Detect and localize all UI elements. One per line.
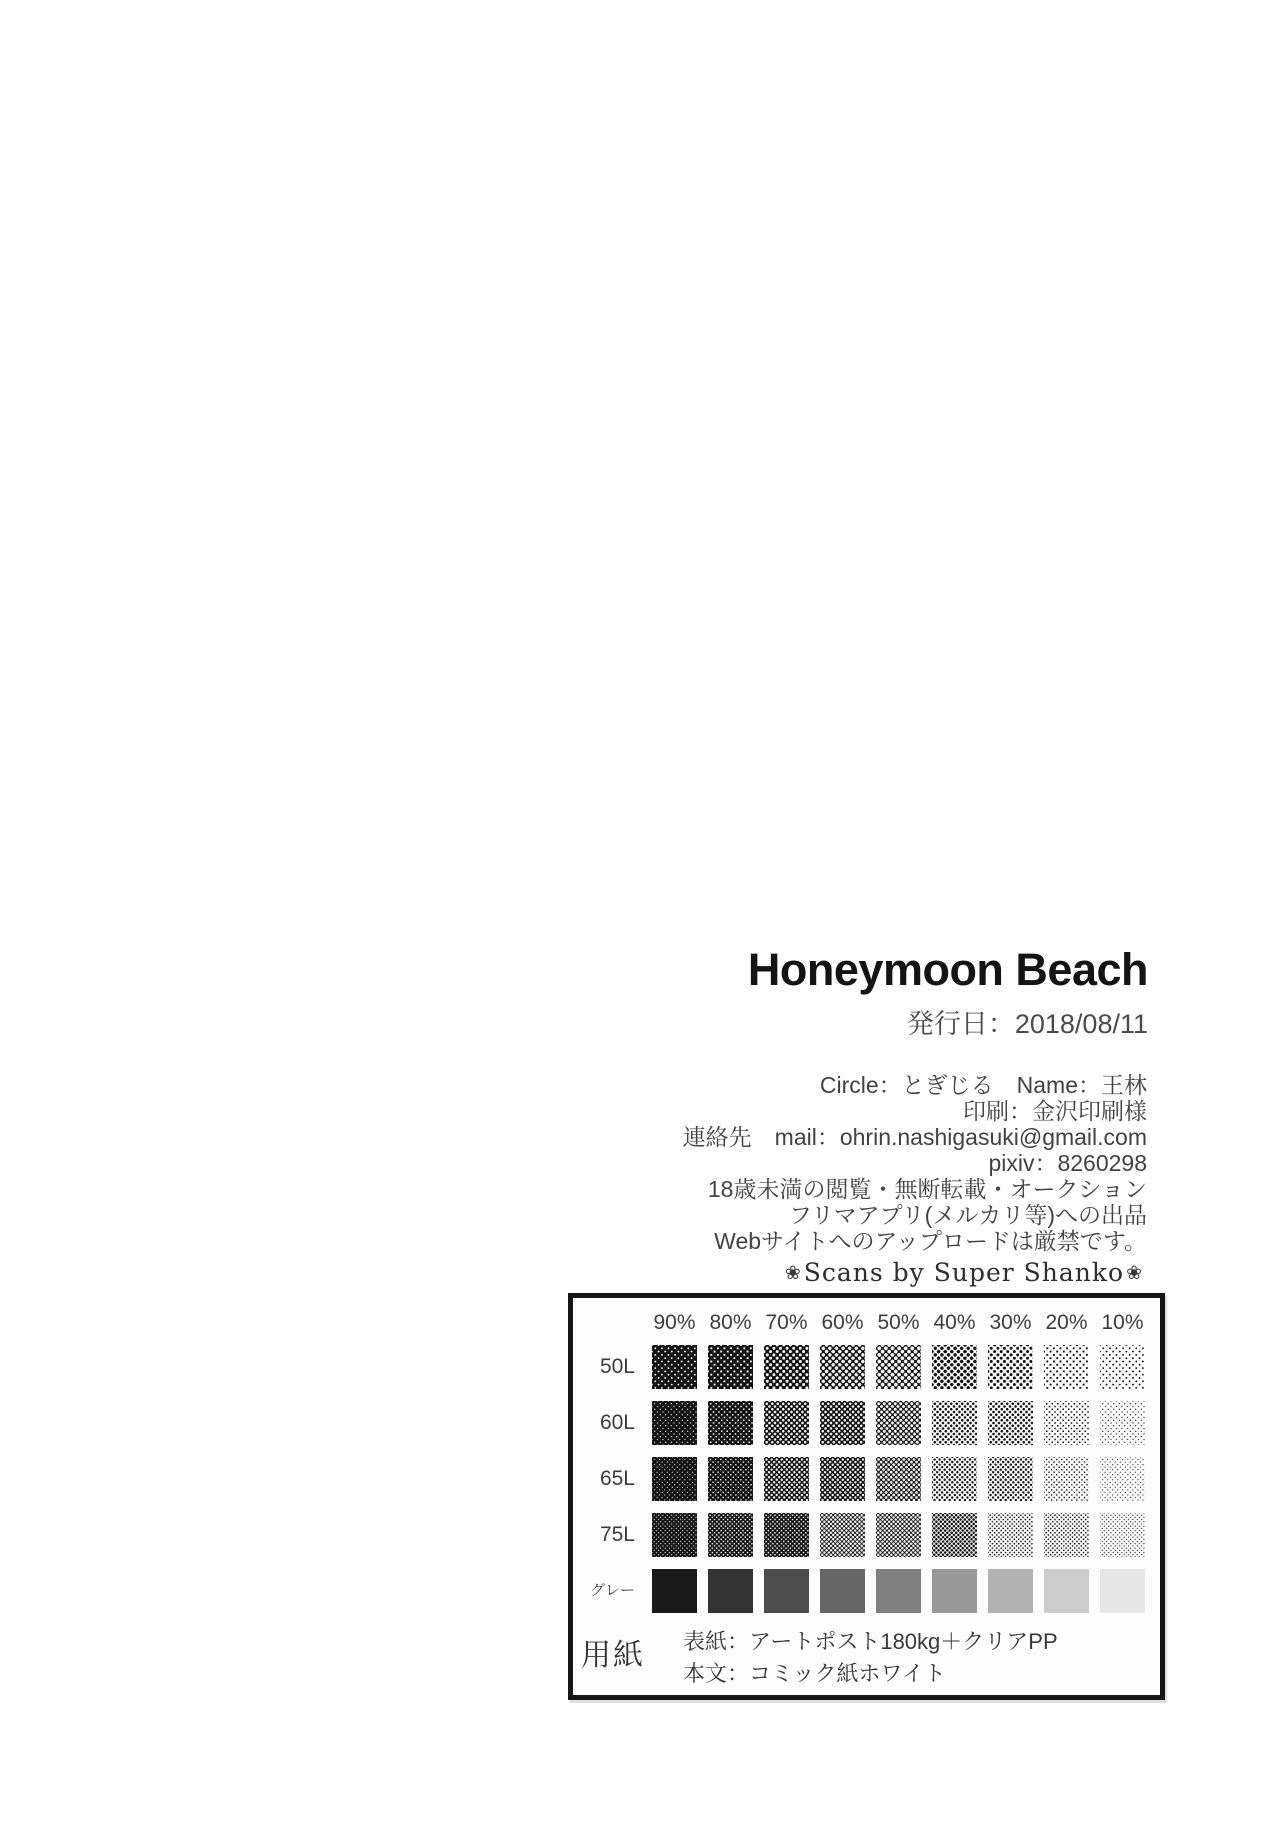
tone-swatch-50L-50% [876,1345,921,1389]
warning-line-1: 18歳未満の閲覧・無断転載・オークション [707,1176,1147,1202]
tone-swatch-65L-40% [932,1457,977,1501]
tone-swatch-75L-90% [652,1513,697,1557]
tone-col-label-70%: 70% [765,1311,808,1334]
tone-swatch-75L-40% [932,1513,977,1557]
tone-col-label-40%: 40% [933,1311,976,1334]
warning-line-2: フリマアプリ(メルカリ等)への出品 [788,1202,1147,1228]
tone-swatch-75L-20% [1044,1513,1089,1557]
scanner-credit-text: Scans by Super Shanko [803,1258,1125,1287]
tone-swatch-65L-90% [652,1457,697,1501]
tone-swatch-75L-70% [764,1513,809,1557]
tone-swatch-50L-70% [764,1345,809,1389]
tone-swatch-50L-30% [988,1345,1033,1389]
tone-swatch-50L-40% [932,1345,977,1389]
credit-line-circle: Circle：とぎじる Name：王林 [819,1072,1147,1098]
tone-row-label-65L: 65L [599,1467,635,1490]
tone-swatch-60L-60% [820,1401,865,1445]
tone-swatch-60L-30% [988,1401,1033,1445]
tone-row-label-60L: 60L [599,1411,635,1434]
tone-swatch-60L-10% [1100,1401,1145,1445]
paper-lines [683,1626,1058,1690]
tone-swatch-75L-30% [988,1513,1033,1557]
tone-swatch-グレー-50% [876,1569,921,1613]
tone-swatch-50L-80% [708,1345,753,1389]
tone-col-label-20%: 20% [1045,1311,1088,1334]
tone-swatch-60L-70% [764,1401,809,1445]
tone-col-label-30%: 30% [989,1311,1032,1334]
tone-swatch-65L-10% [1100,1457,1145,1501]
tone-col-label-10%: 10% [1101,1311,1144,1334]
tone-swatch-50L-20% [1044,1345,1089,1389]
credit-line-printer: 印刷：金沢印刷様 [963,1098,1147,1124]
tone-swatch-65L-50% [876,1457,921,1501]
paper-cover-line: 表紙：アートポスト180kg＋クリアPP [683,1629,1058,1654]
tone-swatch-65L-60% [820,1457,865,1501]
tone-swatch-60L-40% [932,1401,977,1445]
tone-swatch-50L-90% [652,1345,697,1389]
tone-col-label-90%: 90% [653,1311,696,1334]
tone-swatch-65L-80% [708,1457,753,1501]
tone-swatch-60L-50% [876,1401,921,1445]
tone-swatch-グレー-80% [708,1569,753,1613]
flower-icon: ❀ [784,1262,802,1284]
paper-label: 用紙 [581,1639,645,1672]
tone-row-label-75L: 75L [599,1523,635,1546]
tone-test-chart [568,1293,1165,1700]
tone-swatch-75L-50% [876,1513,921,1557]
tone-swatch-グレー-60% [820,1569,865,1613]
tone-row-label-50L: 50L [599,1355,635,1378]
tone-swatch-60L-20% [1044,1401,1089,1445]
tone-swatch-グレー-20% [1044,1569,1089,1613]
tone-swatch-75L-60% [820,1513,865,1557]
tone-col-label-50%: 50% [877,1311,920,1334]
paper-body-line: 本文：コミック紙ホワイト [683,1661,946,1686]
tone-swatch-75L-10% [1100,1513,1145,1557]
tone-swatch-65L-20% [1044,1457,1089,1501]
tone-row-label-グレー: グレー [589,1582,635,1599]
tone-swatch-50L-10% [1100,1345,1145,1389]
warning-line-3: Webサイトへのアップロードは厳禁です。 [714,1228,1147,1254]
tone-swatch-グレー-90% [652,1569,697,1613]
tone-swatch-60L-80% [708,1401,753,1445]
scanner-credit [783,1258,1145,1287]
tone-swatch-グレー-30% [988,1569,1033,1613]
credit-line-pixiv: pixiv：8260298 [988,1150,1147,1176]
page-title: Honeymoon Beach [747,944,1148,995]
publication-date: 発行日：2018/08/11 [906,1009,1148,1039]
credit-line-contact-mail: 連絡先 mail：ohrin.nashigasuki@gmail.com [682,1124,1147,1150]
tone-col-label-80%: 80% [709,1311,752,1334]
tone-swatch-65L-30% [988,1457,1033,1501]
paper-info [581,1626,1058,1690]
flower-icon: ❀ [1126,1262,1143,1284]
tone-swatch-グレー-70% [764,1569,809,1613]
tone-swatch-60L-90% [652,1401,697,1445]
tone-swatch-グレー-10% [1100,1569,1145,1613]
colophon-credits [683,1072,1147,1254]
tone-swatch-グレー-40% [932,1569,977,1613]
tone-swatch-65L-70% [764,1457,809,1501]
tone-swatch-75L-80% [708,1513,753,1557]
tone-swatch-50L-60% [820,1345,865,1389]
tone-col-label-60%: 60% [821,1311,864,1334]
